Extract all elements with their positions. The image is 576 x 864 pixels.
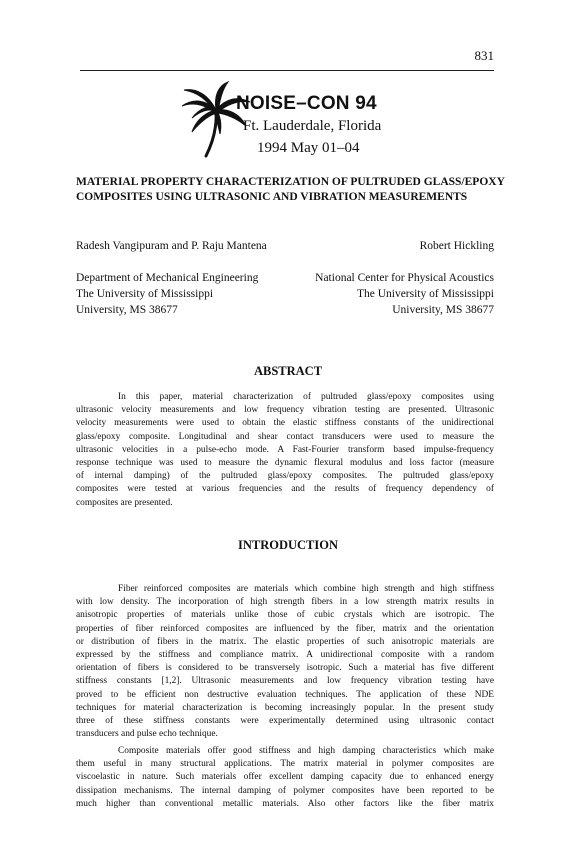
text-line: glass/epoxy composite. Longitudinal and shear contact transducers were used to measure the bbox=[76, 431, 494, 442]
introduction-paragraph-1 bbox=[76, 583, 494, 741]
text-line: dissipation mechanisms. The internal damping of polymer composites have been reported to be bbox=[76, 785, 494, 796]
text-line: much higher than conventional metallic materials. Also other factors like the fiber matrix bbox=[76, 798, 494, 809]
page-number: 831 bbox=[474, 48, 494, 63]
paper-title bbox=[76, 175, 505, 205]
text-line: proved to be efficient non destructive evaluation techniques. The application of these NDE bbox=[76, 689, 494, 700]
text-line: velocity measurements were used to obtain the elastic stiffness constants of the unidirectional bbox=[76, 418, 494, 429]
title-line: MATERIAL PROPERTY CHARACTERIZATION OF PULTRUDED GLASS/EPOXY bbox=[76, 176, 505, 188]
text-line: transducers and pulse echo technique. bbox=[76, 729, 218, 740]
affiliation-right bbox=[315, 270, 494, 318]
text-line: or distribution of fibers in the matrix. The elastic properties of such anisotropic materials are bbox=[76, 636, 494, 647]
conference-location: Ft. Lauderdale, Florida bbox=[243, 118, 382, 134]
text-line: anisotropic properties of materials unlike those of cubic crystals which are isotropic. The bbox=[76, 610, 494, 621]
text-line: properties of fiber reinforced composites are influenced by the fiber, matrix and the orientation bbox=[76, 623, 494, 634]
text-line: ultrasonic velocity measurements and low frequency vibration testing are presented. Ultrasonic bbox=[76, 405, 494, 416]
conference-name: NOISE–CON 94 bbox=[236, 93, 377, 114]
text-line: them useful in many structural applications. The matrix material in polymer composites are bbox=[76, 759, 494, 770]
text-line: composites were tested at various frequencies and the results of frequency dependency of bbox=[76, 484, 494, 495]
affiliation-left bbox=[76, 270, 258, 318]
affiliation-line: Department of Mechanical Engineering bbox=[76, 272, 259, 284]
text-line: expressed by the stiffness and compliance matrix. A unidirectional composite with a random bbox=[76, 650, 494, 661]
text-line: orientation of fibers is considered to be transversely isotropic. Such a material has five different bbox=[76, 663, 494, 674]
text-line: stiffness constants [1,2]. Ultrasonic measurements and low frequency vibration testing have bbox=[76, 676, 494, 687]
conference-date: 1994 May 01–04 bbox=[257, 140, 360, 156]
text-line: composites are presented. bbox=[76, 497, 173, 508]
affiliation-line: National Center for Physical Acoustics bbox=[315, 272, 494, 284]
text-line: techniques for material characterization is becoming increasingly popular. In the present study bbox=[76, 702, 494, 713]
header-rule bbox=[80, 70, 494, 71]
authors-left: Radesh Vangipuram and P. Raju Mantena bbox=[76, 240, 267, 252]
text-line: of internal damping) of the pultruded glass/epoxy composites. The pultruded glass/epoxy bbox=[76, 471, 494, 482]
affiliation-line: The University of Mississippi bbox=[76, 288, 214, 300]
authors-right: Robert Hickling bbox=[419, 240, 494, 252]
introduction-heading: INTRODUCTION bbox=[237, 538, 338, 552]
text-line: In this paper, material characterization of pultruded glass/epoxy composites using bbox=[118, 392, 494, 402]
introduction-paragraph-2 bbox=[76, 745, 494, 811]
affiliation-line: University, MS 38677 bbox=[76, 304, 178, 316]
affiliation-line: University, MS 38677 bbox=[392, 304, 494, 316]
text-line: response technique was used to measure the dynamic flexural modulus and loss factor (measure bbox=[76, 458, 494, 469]
text-line: ultrasonic velocities in a pulse-echo mode. A Fast-Fourier transform based impulse-frequency bbox=[76, 444, 494, 455]
text-line: viscoelastic in nature. Such materials offer excellent damping capacity due to enhanced energy bbox=[76, 772, 494, 783]
text-line: three of these stiffness constants were experimentally determined using ultrasonic contact bbox=[76, 716, 494, 727]
abstract-text bbox=[76, 391, 494, 510]
text-line: Fiber reinforced composites are materials which combine high strength and high stiffness bbox=[118, 584, 494, 594]
affiliation-line: The University of Mississippi bbox=[356, 288, 494, 300]
title-line: COMPOSITES USING ULTRASONIC AND VIBRATION MEASUREMENTS bbox=[76, 191, 468, 203]
text-line: with low density. The incorporation of high strength fibers in a low strength matrix results in bbox=[76, 597, 494, 608]
abstract-heading: ABSTRACT bbox=[253, 364, 323, 378]
text-line: Composite materials offer good stiffness and high damping characteristics which make bbox=[118, 746, 494, 756]
